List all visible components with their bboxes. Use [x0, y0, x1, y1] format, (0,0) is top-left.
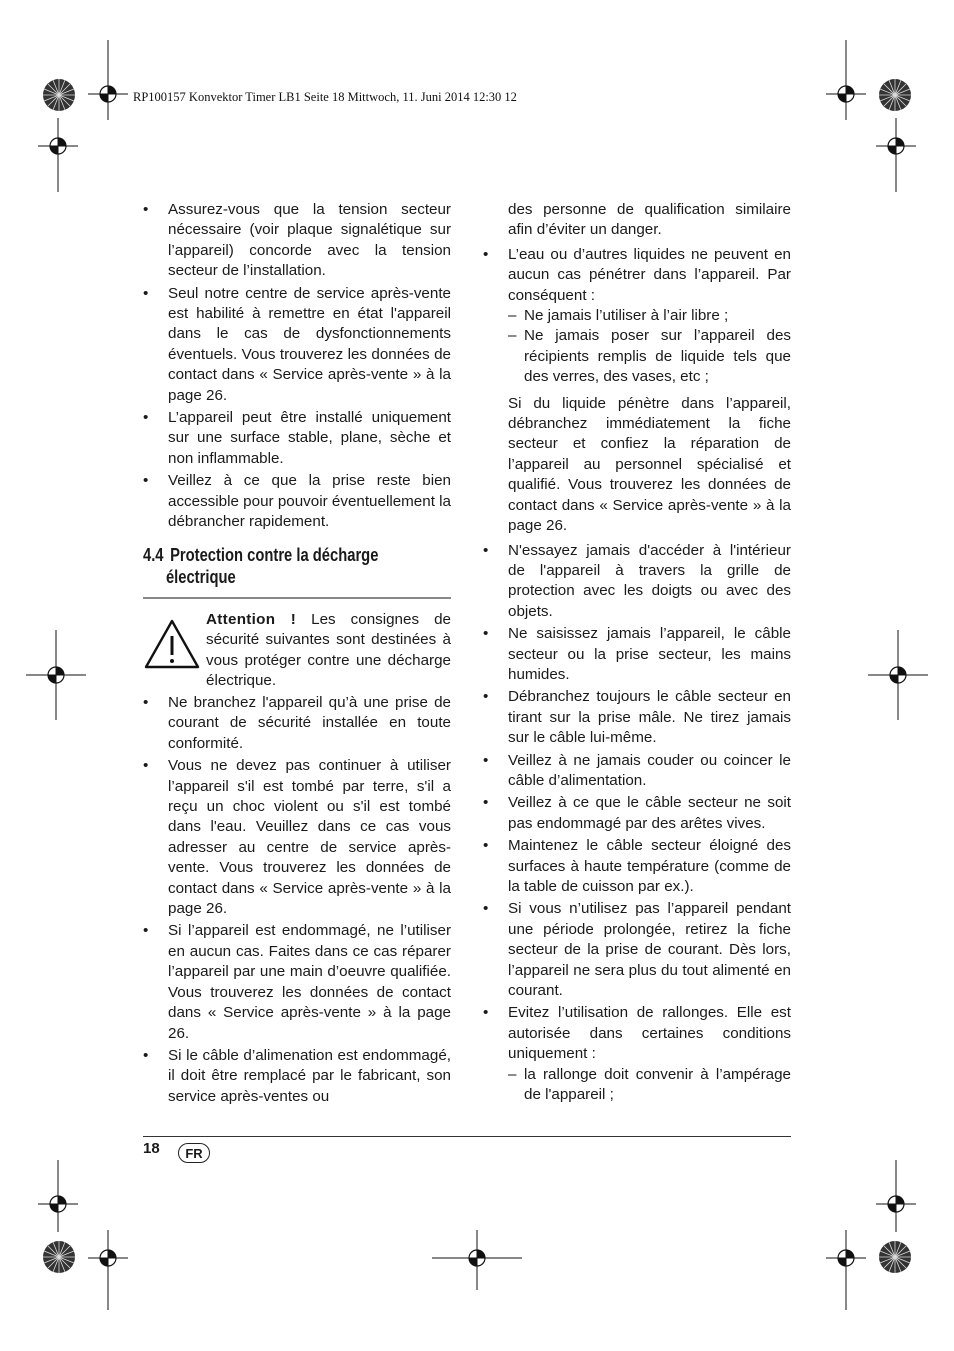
- registration-mark-icon: [88, 40, 128, 120]
- right-column: [483, 200, 791, 1107]
- registration-mark-icon: [876, 118, 916, 192]
- dash-item: – Ne jamais l’utiliser à l’air libre ;: [508, 306, 791, 326]
- list-item: • L’appareil peut être installé uniquement sur une surface stable, plane, sèche et non inflammable.: [143, 408, 451, 469]
- continuation-text: des personne de qualification similaire afin d’éviter un danger.: [508, 201, 791, 239]
- attention-body: Les consignes de sécurité suivantes sont destinées à vous protéger contre une décharge électrique.: [206, 611, 451, 690]
- list-item: • N'essayez jamais d'accéder à l'intérieur de l'appareil à travers la grille de protection avec les doigts ou avec des objets.: [483, 541, 791, 623]
- list-item: • Maintenez le câble secteur éloigné des surfaces à haute température (comme de la table de cuisson par ex.).: [483, 836, 791, 897]
- bullet-list: [483, 541, 791, 1106]
- dash-list: [508, 1065, 791, 1106]
- paragraph: Si du liquide pénètre dans l’appareil, débranchez immédiatement la fiche secteur et confiez la réparation de l’appareil au personnel spécialisé et qualifié. Vous trouverez les données de contact dans « Service après-vente » à la page 26.: [508, 394, 791, 535]
- list-item: • Veillez à ne jamais couder ou coincer le câble d’alimentation.: [483, 751, 791, 792]
- list-item: • Ne saisissez jamais l’appareil, le câble secteur ou la prise secteur, les mains humides.: [483, 624, 791, 685]
- list-item: • Débranchez toujours le câble secteur en tirant sur la prise mâle. Ne tirez jamais sur le câble lui-même.: [483, 687, 791, 748]
- dash-item: – la rallonge doit convenir à l’ampérage de l'appareil ;: [508, 1065, 791, 1106]
- dash-list: [508, 306, 791, 388]
- left-column-electric: [143, 693, 451, 1109]
- list-item: • Veillez à ce que le câble secteur ne soit pas endommagé par des arêtes vives.: [483, 793, 791, 834]
- list-item: • Assurez-vous que la tension secteur nécessaire (voir plaque signalétique sur l’appareil) concorde avec la tension secteur de l’installation.: [143, 200, 451, 282]
- registration-mark-icon: [38, 1160, 78, 1232]
- attention-block: [143, 610, 451, 692]
- registration-mark-icon: [876, 1160, 916, 1232]
- registration-mark-icon: [826, 40, 866, 120]
- starburst-print-mark-icon: [42, 1240, 76, 1274]
- list-item: [483, 1003, 791, 1105]
- list-item: • Si vous n’utilisez pas l’appareil pendant une période prolongée, retirez la fiche secteur de la prise de courant. Dès lors, l’appareil ne sera plus du tout alimenté en courant.: [483, 899, 791, 1001]
- language-badge: FR: [178, 1143, 210, 1163]
- list-item: • Si l’appareil est endommagé, ne l’utiliser en aucun cas. Faites dans ce cas réparer l’appareil par une main d’oeuvre qualifiée. Vous trouverez les données de contact dans « Service après-vente » à la page 26.: [143, 921, 451, 1043]
- attention-text: [206, 610, 451, 692]
- registration-mark-icon: [868, 630, 928, 720]
- section-title-line1: Protection contre la décharge: [170, 545, 379, 565]
- bullet-list: [483, 245, 791, 388]
- list-item: • Si le câble d’alimenation est endommagé, il doit être remplacé par le fabricant, son service après-ventes ou: [143, 1046, 451, 1107]
- list-item: [483, 245, 791, 388]
- list-item: • Vous ne devez pas continuer à utiliser l’appareil s'il est tombé par terre, s'il a reçu un choc violent ou s'il est tombé dans l'eau. Veuillez dans ce cas vous adresser au centre de service après-vente. Vous trouverez les données de contact dans « Service après-vente » à la page 26.: [143, 756, 451, 919]
- starburst-print-mark-icon: [878, 78, 912, 112]
- section-number: 4.4: [143, 545, 164, 565]
- registration-mark-icon: [432, 1230, 522, 1290]
- starburst-print-mark-icon: [878, 1240, 912, 1274]
- list-item-text: • L’eau ou d’autres liquides ne peuvent en aucun cas pénétrer dans l’appareil. Par conséquent :: [508, 245, 791, 304]
- list-item: • Veillez à ce que la prise reste bien accessible pour pouvoir éventuellement la débrancher rapidement.: [143, 471, 451, 532]
- registration-mark-icon: [38, 118, 78, 192]
- registration-mark-icon: [26, 630, 86, 720]
- list-item: • Ne branchez l'appareil qu’à une prise de courant de sécurité installée en toute conformité.: [143, 693, 451, 754]
- warning-triangle-icon: [143, 618, 201, 670]
- print-header: RP100157 Konvektor Timer LB1 Seite 18 Mittwoch, 11. Juni 2014 12:30 12: [133, 90, 517, 104]
- bullet-list: [143, 200, 451, 533]
- starburst-print-mark-icon: [42, 78, 76, 112]
- registration-mark-icon: [826, 1230, 866, 1310]
- bullet-list: [143, 693, 451, 1107]
- heading-rule: [143, 597, 451, 599]
- section-heading: [143, 544, 455, 588]
- section-title-line2: électrique: [165, 567, 236, 587]
- page-number: 18: [143, 1140, 160, 1157]
- left-column: [143, 200, 451, 535]
- registration-mark-icon: [88, 1230, 128, 1310]
- list-item-text: • Evitez l’utilisation de rallonges. Elle est autorisée dans certaines conditions uniquement :: [508, 1004, 791, 1063]
- dash-item: – Ne jamais poser sur l’appareil des récipients remplis de liquide tels que des verres, des vases, etc ;: [508, 326, 791, 387]
- footer-rule: [143, 1136, 791, 1137]
- list-item: • Seul notre centre de service après-vente est habilité à remettre en état l'appareil dans le cas de dysfonctionnements éventuels. Vous trouverez les données de contact dans « Service après-vente » à la page 26.: [143, 284, 451, 406]
- attention-label: Attention !: [206, 611, 297, 628]
